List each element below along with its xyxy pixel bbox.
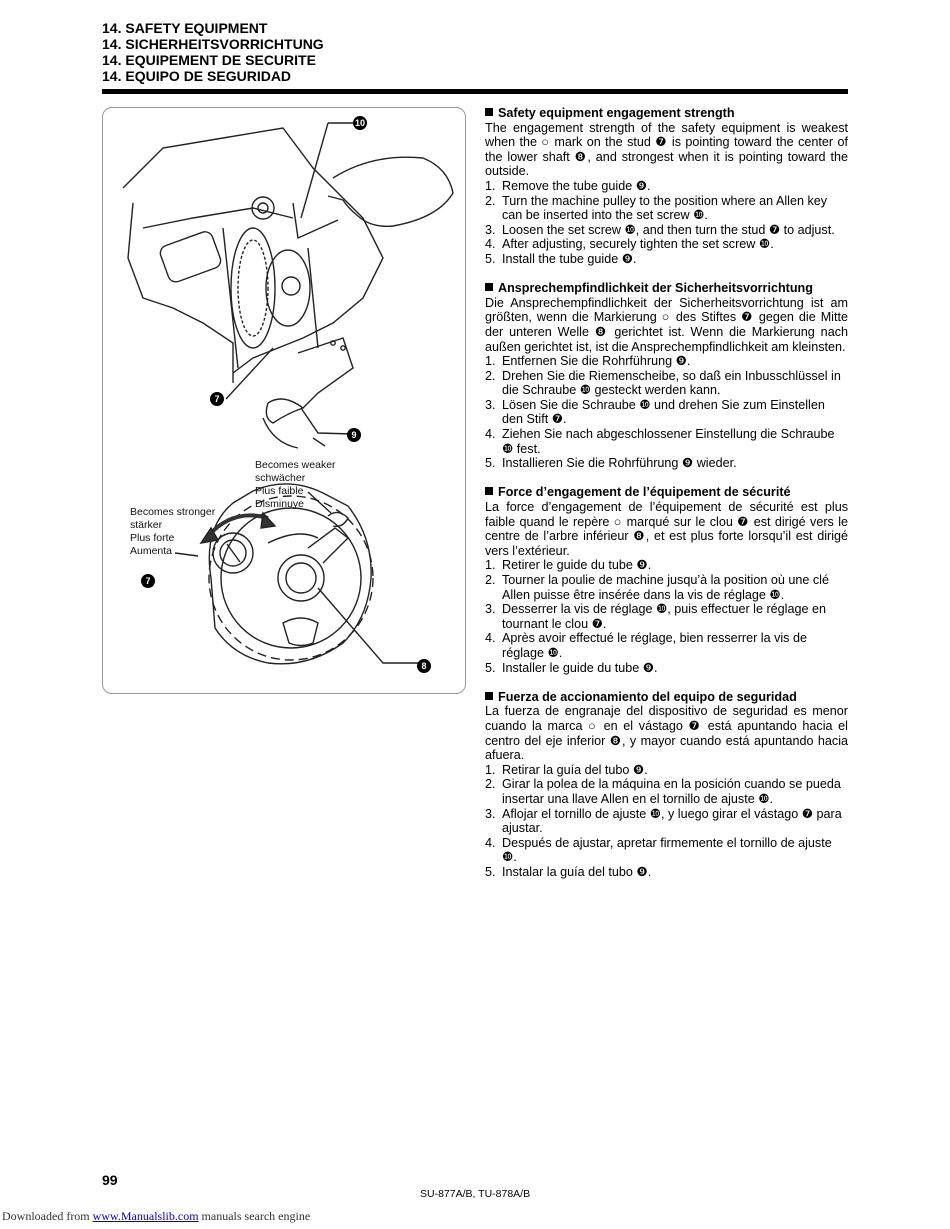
step-item (485, 456, 848, 471)
step-item (485, 807, 848, 836)
step-item (485, 661, 848, 676)
step-text: Drehen Sie die Riemenscheibe, so daß ein Inbusschlüssel in die Schraube ❿ gesteckt werden kann. (502, 368, 841, 398)
step-item (485, 427, 848, 456)
step-list (485, 763, 848, 880)
step-text: Girar la polea de la máquina en la posición cuando se pueda insertar una llave Allen en el tornillo de ajuste ❿. (502, 777, 841, 806)
step-number: 3. (485, 602, 496, 617)
step-number: 4. (485, 631, 496, 646)
step-text: Retirar la guía del tubo ❾. (502, 762, 648, 777)
square-bullet-icon (485, 692, 493, 700)
section-german (485, 281, 848, 471)
step-item (485, 865, 848, 880)
callout-9: 9 (347, 428, 361, 442)
section-english (485, 106, 848, 267)
step-list (485, 179, 848, 267)
page-number: 99 (102, 1172, 118, 1188)
step-text: Ziehen Sie nach abgeschlossener Einstellung die Schraube ❿ fest. (502, 427, 835, 456)
callout-10: 10 (354, 118, 365, 128)
title-fr: 14. EQUIPEMENT DE SECURITE (102, 52, 316, 68)
step-text: Lösen Sie die Schraube ❿ und drehen Sie zum Einstellen den Stift ❼. (502, 397, 825, 427)
step-number: 1. (485, 178, 496, 193)
step-item (485, 179, 848, 194)
square-bullet-icon (485, 283, 493, 291)
step-number: 2. (485, 573, 496, 587)
step-number: 3. (485, 222, 496, 237)
step-text: Retirer le guide du tube ❾. (502, 558, 652, 573)
step-number: 1. (485, 762, 496, 777)
step-number: 5. (485, 660, 496, 675)
step-item (485, 631, 848, 660)
step-text: Instalar la guía del tubo ❾. (502, 864, 652, 879)
stronger-label-de: stärker (130, 519, 163, 531)
step-item (485, 573, 848, 602)
title-en: 14. SAFETY EQUIPMENT (102, 20, 268, 36)
section-paragraph: La force d’engagement de l’équipement de sécurité est plus faible quand le repère ○ marqué sur le clou ❼ est dirigé vers le centre de l’arbre inférieur ❽, et est plus forte lorsqu’il est dirigé vers l’extérieur. (485, 500, 848, 558)
instructions-column (485, 106, 848, 894)
callout-7-top: 7 (210, 392, 224, 406)
step-text: Entfernen Sie die Rohrführung ❾. (502, 354, 691, 369)
weaker-label-es: Disminuye (255, 498, 305, 510)
download-footer (2, 1209, 310, 1224)
step-text: Après avoir effectué le réglage, bien resserrer la vis de réglage ❿. (502, 631, 807, 660)
step-text: Installer le guide du tube ❾. (502, 660, 658, 675)
step-text: Remove the tube guide ❾. (502, 178, 651, 193)
section-paragraph: The engagement strength of the safety equipment is weakest when the ○ mark on the stud ❼ is pointing toward the center of the lower shaft ❽, and strongest when it is pointing toward the outside. (485, 120, 848, 179)
heading-text: Ansprechempfindlichkeit der Sicherheitsvorrichtung (498, 281, 813, 296)
section-heading (485, 106, 848, 121)
title-es: 14. EQUIPO DE SEGURIDAD (102, 68, 292, 84)
figure-illustration (102, 107, 466, 694)
step-number: 4. (485, 835, 496, 850)
weaker-label-en: Becomes weaker (255, 459, 336, 471)
step-text: Install the tube guide ❾. (502, 251, 637, 266)
step-number: 2. (485, 368, 496, 383)
step-list (485, 354, 848, 471)
step-number: 2. (485, 777, 496, 792)
stronger-label-en: Becomes stronger (130, 506, 216, 518)
callout-8: 8 (417, 659, 431, 673)
title-de: 14. SICHERHEITSVORRICHTUNG (102, 36, 324, 52)
step-item (485, 836, 848, 865)
step-number: 1. (485, 354, 496, 369)
section-paragraph: Die Ansprechempfindlichkeit der Sicherheitsvorrichtung ist am größten, wenn die Markierung ○ des Stiftes ❼ gegen die Mitte der unteren Welle ❽ gerichtet ist. Wenn die Markierung nach außen gerichtet ist, ist die Ansprechempfindlichkeit am kleinsten. (485, 295, 848, 354)
section-french (485, 485, 848, 675)
weaker-labels (255, 459, 336, 511)
step-item (485, 369, 848, 398)
step-text: Después de ajustar, apretar firmemente el tornillo de ajuste ❿. (502, 835, 832, 865)
step-item (485, 252, 848, 267)
step-text: Turn the machine pulley to the position where an Allen key can be inserted into the set screw ❿. (502, 193, 828, 223)
step-list (485, 558, 848, 675)
step-item (485, 354, 848, 369)
step-text: Installieren Sie die Rohrführung ❾ wieder. (502, 456, 737, 471)
step-text: After adjusting, securely tighten the set screw ❿. (502, 237, 774, 252)
tagline-text: manuals search engine (201, 1209, 311, 1223)
step-item (485, 194, 848, 223)
step-number: 1. (485, 558, 496, 573)
header-rule (102, 89, 848, 94)
section-heading (485, 485, 848, 500)
step-number: 4. (485, 427, 496, 442)
stronger-labels (130, 506, 215, 558)
manualslib-link[interactable]: www.Manualslib.com (92, 1209, 199, 1223)
step-number: 2. (485, 193, 496, 208)
step-number: 5. (485, 456, 496, 471)
step-number: 3. (485, 806, 496, 821)
step-text: Loosen the set screw ❿, and then turn the stud ❼ to adjust. (502, 222, 835, 237)
callout-7-bottom: 7 (141, 574, 155, 588)
machine-diagram-svg (103, 108, 465, 693)
heading-text: Safety equipment engagement strength (498, 106, 735, 120)
section-spanish (485, 690, 848, 880)
weaker-label-de: schwächer (255, 472, 306, 484)
heading-text: Fuerza de accionamiento del equipo de seguridad (498, 689, 797, 704)
step-item (485, 398, 848, 427)
section-titles (102, 20, 848, 84)
step-item (485, 763, 848, 778)
step-item (485, 558, 848, 573)
step-number: 3. (485, 397, 496, 412)
step-number: 5. (485, 251, 496, 266)
step-text: Tourner la poulie de machine jusqu’à la position où une clé Allen puisse être insérée dans la vis de réglage ❿. (502, 573, 829, 602)
section-paragraph: La fuerza de engranaje del dispositivo de seguridad es menor cuando la marca ○ en el vástago ❼ está apuntando hacia el centro del eje inferior ❽, y mayor cuando está apuntando hacia afuera. (485, 704, 848, 763)
step-number: 4. (485, 237, 496, 252)
step-item (485, 237, 848, 252)
heading-text: Force d’engagement de l’équipement de sécurité (498, 485, 791, 500)
square-bullet-icon (485, 487, 493, 495)
model-number: SU-877A/B, TU-878A/B (420, 1188, 531, 1200)
section-heading (485, 281, 848, 296)
stronger-label-es: Aumenta (130, 545, 173, 557)
square-bullet-icon (485, 108, 493, 116)
step-text: Desserrer la vis de réglage ❿, puis effectuer le réglage en tournant le clou ❼. (502, 602, 826, 631)
downloaded-from-text: Downloaded from (2, 1209, 90, 1223)
step-number: 5. (485, 864, 496, 879)
stronger-label-fr: Plus forte (130, 532, 175, 544)
section-heading (485, 690, 848, 705)
weaker-label-fr: Plus faible (255, 485, 304, 497)
step-item (485, 602, 848, 631)
step-item (485, 777, 848, 806)
step-text: Aflojar el tornillo de ajuste ❿, y luego girar el vástago ❼ para ajustar. (502, 806, 842, 836)
step-item (485, 223, 848, 238)
